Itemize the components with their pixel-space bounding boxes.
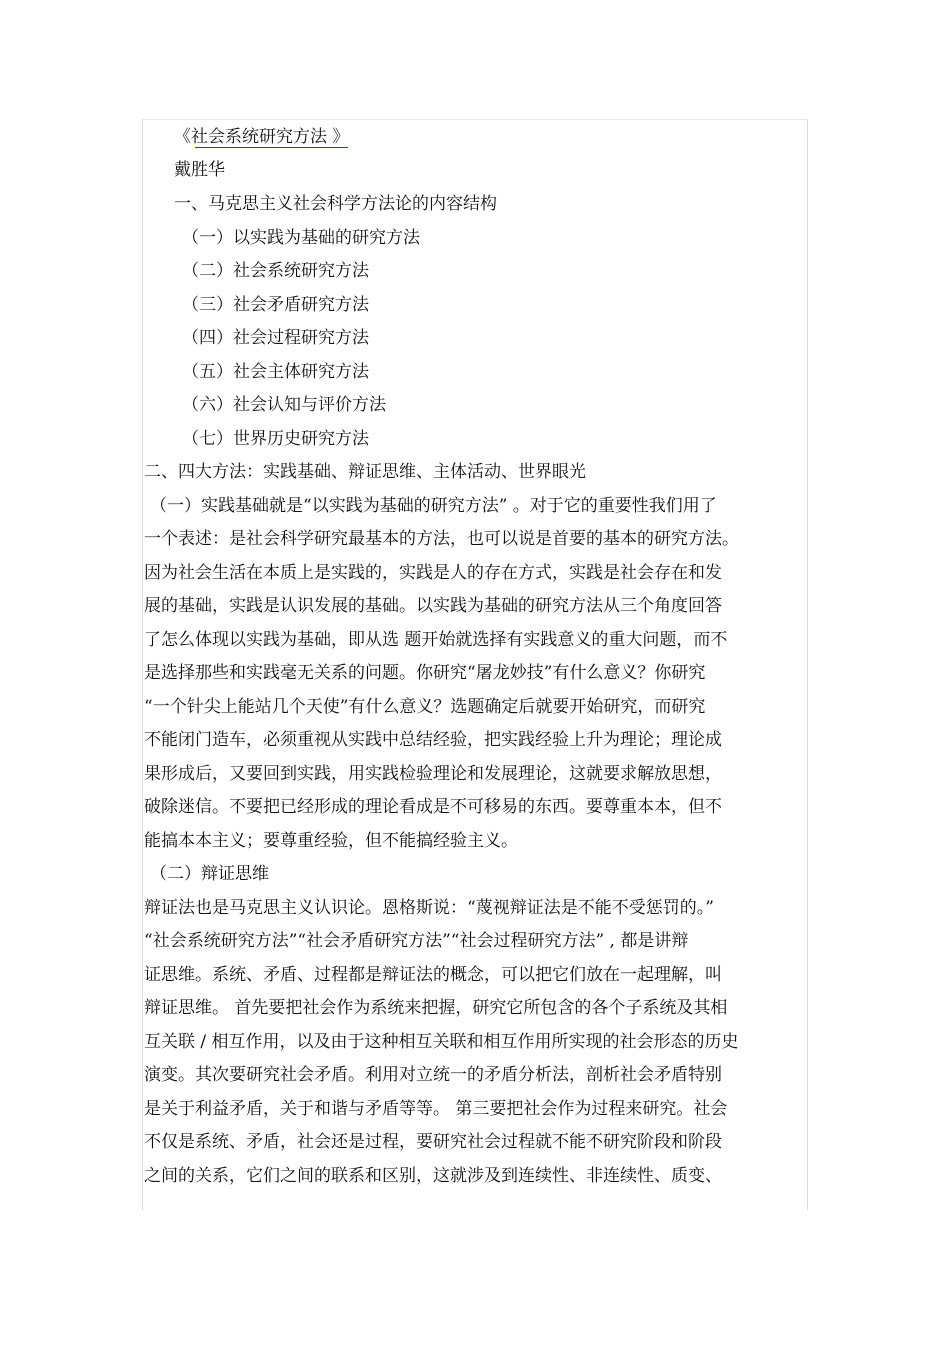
paragraph-line: 不能闭门造车，必须重视从实践中总结经验，把实践经验上升为理论；理论成 [144,730,722,750]
paragraph-line: 破除迷信。不要把已经形成的理论看成是不可移易的东西。要尊重本本，但不 [144,797,722,817]
paragraph-line: 证思维。系统、矛盾、过程都是辩证法的概念，可以把它们放在一起理解，叫 [144,965,722,985]
title-underline [195,147,348,148]
list-item: （四）社会过程研究方法 [182,328,369,348]
paragraph-line: 不仅是系统、矛盾，社会还是过程，要研究社会过程就不能不研究阶段和阶段 [144,1132,722,1152]
author-name: 戴胜华 [174,160,225,180]
paragraph-line: 能搞本本主义；要尊重经验，但不能搞经验主义。 [144,831,518,851]
list-item: （三）社会矛盾研究方法 [182,295,369,315]
list-item: （七）世界历史研究方法 [182,429,369,449]
paragraph-line: 是关于利益矛盾，关于和谐与矛盾等等。 第三要把社会作为过程来研究。社会 [144,1099,728,1119]
paragraph-line: 之间的关系，它们之间的联系和区别，这就涉及到连续性、非连续性、质变、 [144,1166,722,1186]
document-title: 《社会系统研究方法 》 [174,127,350,147]
paragraph-line: 互关联 / 相互作用，以及由于这种相互关联和相互作用所实现的社会形态的历史 [144,1032,739,1052]
paragraph-line: 因为社会生活在本质上是实践的，实践是人的存在方式，实践是社会存在和发 [144,563,722,583]
paragraph-line: （一）实践基础就是“以实践为基础的研究方法” 。对于它的重要性我们用了 [150,496,717,516]
section-heading: 一、马克思主义社会科学方法论的内容结构 [174,194,497,214]
paragraph-line: “一个针尖上能站几个天使”有什么意义？选题确定后就要开始研究，而研究 [144,697,706,717]
paragraph-line: 辩证思维。 首先要把社会作为系统来把握，研究它所包含的各个子系统及其相 [144,998,728,1018]
paragraph-line: 果形成后，又要回到实践，用实践检验理论和发展理论，这就要求解放思想， [144,764,722,784]
paragraph-line: 展的基础，实践是认识发展的基础。以实践为基础的研究方法从三个角度回答 [144,596,722,616]
paragraph-line: 了怎么体现以实践为基础，即从选 题开始就选择有实践意义的重大问题，而不 [144,630,728,650]
paragraph-line: 辩证法也是马克思主义认识论。恩格斯说：“蔑视辩证法是不能不受惩罚的。” [144,898,714,918]
list-item: （五）社会主体研究方法 [182,362,369,382]
list-item: （一）以实践为基础的研究方法 [182,228,420,248]
subsection-heading: （二）辩证思维 [150,864,269,884]
list-item: （六）社会认知与评价方法 [182,395,386,415]
list-item: （二）社会系统研究方法 [182,261,369,281]
paragraph-line: 演变。其次要研究社会矛盾。利用对立统一的矛盾分析法，剖析社会矛盾特别 [144,1065,722,1085]
paragraph-line: 一个表述：是社会科学研究最基本的方法，也可以说是首要的基本的研究方法。 [144,529,739,549]
section-heading: 二、四大方法：实践基础、辩证思维、主体活动、世界眼光 [144,462,586,482]
paragraph-line: 是选择那些和实践毫无关系的问题。你研究“屠龙妙技”有什么意义？你研究 [144,663,706,683]
paragraph-line: “社会系统研究方法”“社会矛盾研究方法”“社会过程研究方法” , 都是讲辩 [144,931,689,951]
